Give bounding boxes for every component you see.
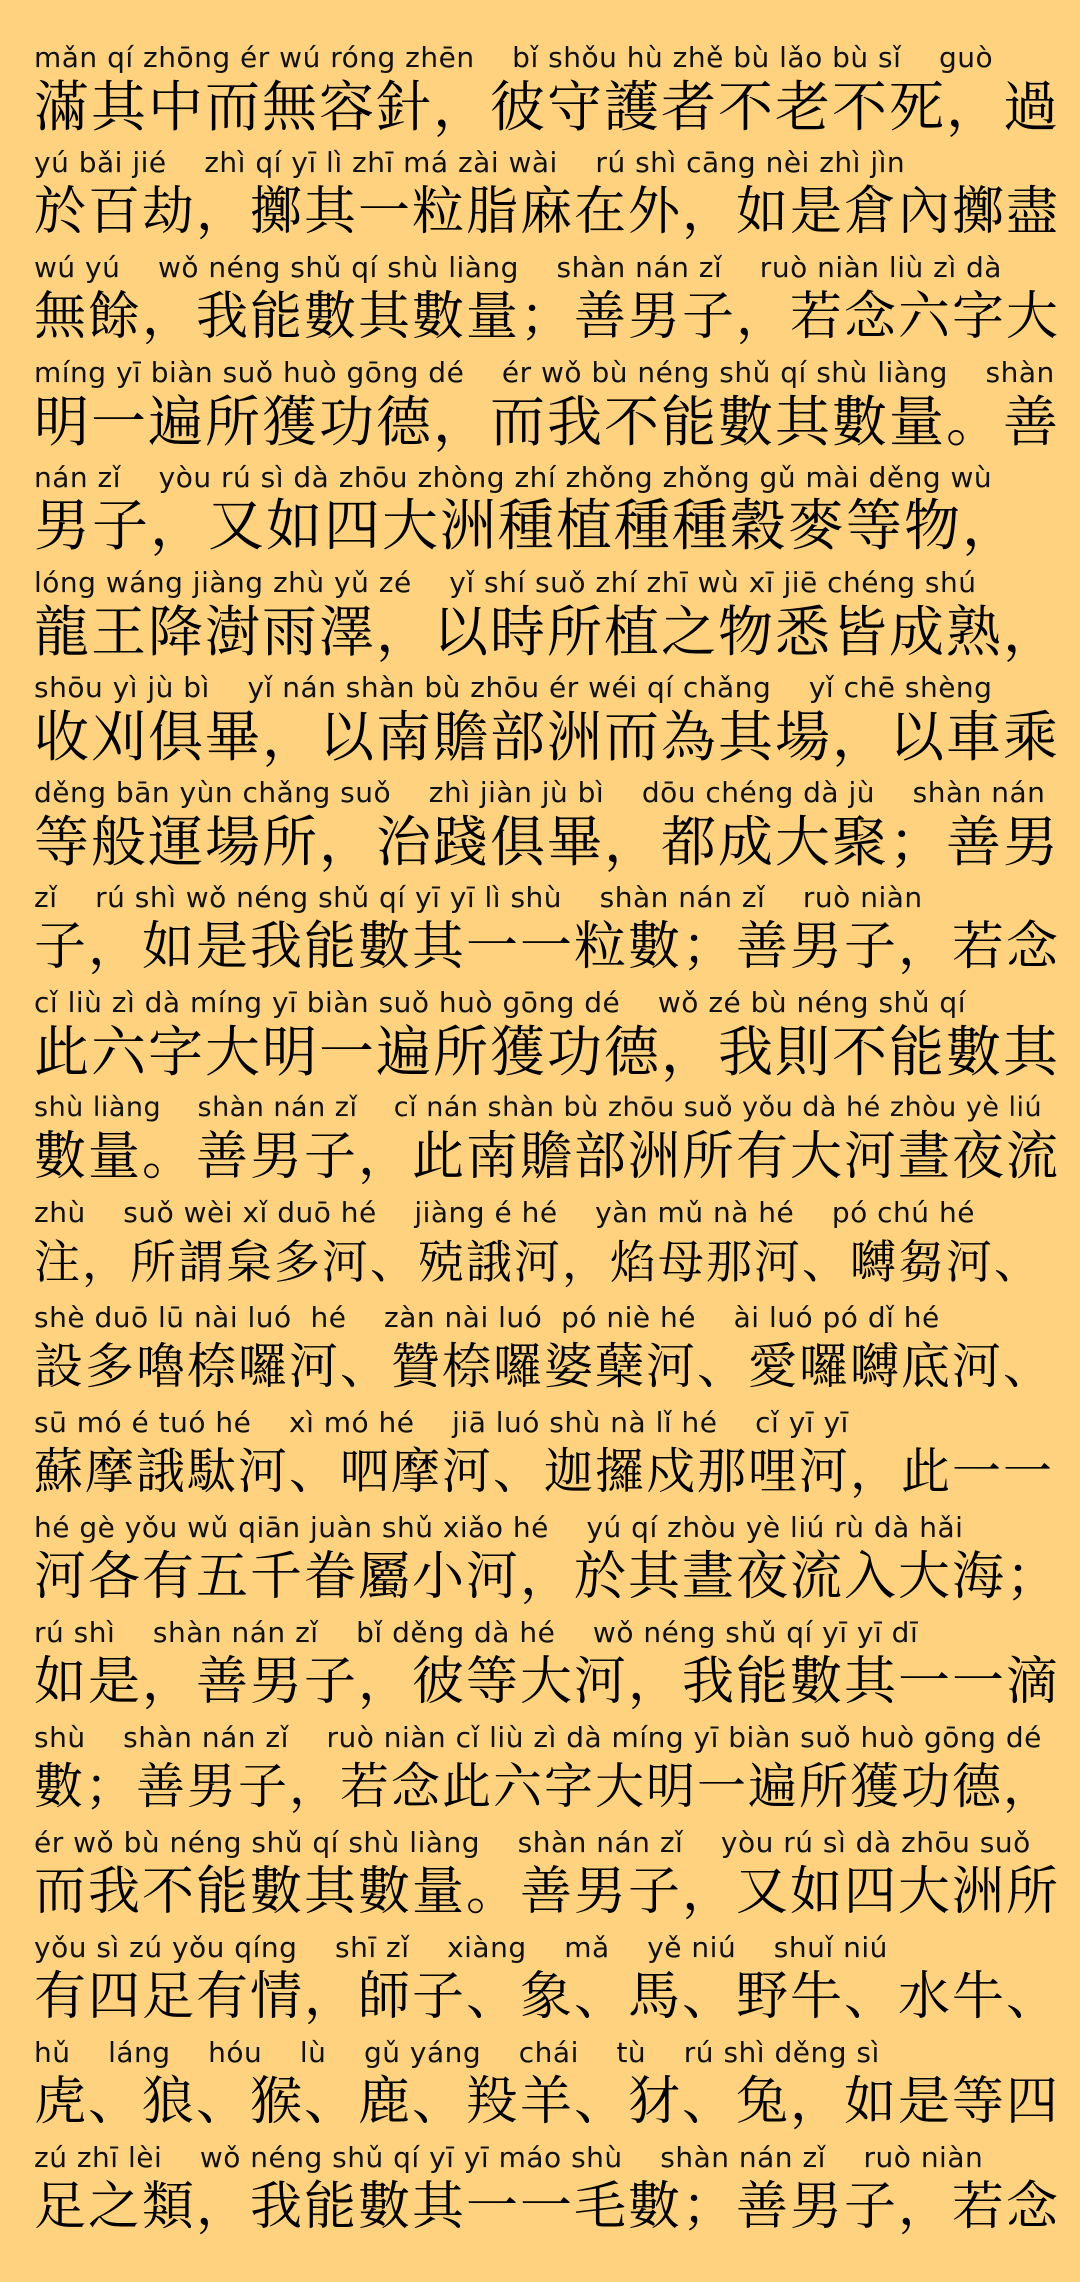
hanzi-row: 設多嚕㮈囉河、贊㮈囉婆蘖河、愛囉嚩底河、	[34, 1338, 1055, 1395]
verse-line-8	[34, 775, 1062, 880]
hanzi-row: 蘇摩誐駄河、呬摩河、迦攞戍那哩河，此一一	[34, 1443, 1055, 1500]
hanzi-row: 而我不能數其數量。善男子，又如四大洲所	[34, 1862, 1061, 1922]
hanzi-row: 等般運場所，治踐俱畢，都成大聚；善男	[34, 810, 1061, 874]
pinyin-row: zǐ rú shì wǒ néng shǔ qí yī yī lì shù shàn nán zǐ ruò niàn	[34, 881, 923, 914]
verse-line-12	[34, 1195, 1062, 1300]
pinyin-row: ér wǒ bù néng shǔ qí shù liàng shàn nán zǐ yòu rú sì dà zhōu suǒ	[34, 1826, 1031, 1859]
verse-line-18	[34, 1825, 1062, 1930]
verse-line-17	[34, 1720, 1062, 1825]
hanzi-row: 明一遍所獲功德，而我不能數其數量。善	[34, 390, 1061, 454]
pinyin-row: zú zhī lèi wǒ néng shǔ qí yī yī máo shù shàn nán zǐ ruò niàn	[34, 2141, 984, 2174]
verse-line-1	[34, 40, 1062, 145]
verse-line-7	[34, 670, 1062, 775]
verse-line-10	[34, 985, 1062, 1090]
pinyin-row: wú yú wǒ néng shǔ qí shù liàng shàn nán zǐ ruò niàn liù zì dà	[34, 251, 1002, 284]
hanzi-row: 龍王降澍雨澤，以時所植之物悉皆成熟，	[34, 600, 1061, 664]
verse-line-14	[34, 1405, 1062, 1510]
verse-line-20	[34, 2035, 1062, 2140]
hanzi-row: 於百劫，擲其一粒脂麻在外，如是倉內擲盡	[34, 182, 1061, 242]
hanzi-row: 此六字大明一遍所獲功德，我則不能數其	[34, 1020, 1061, 1084]
pinyin-row: lóng wáng jiàng zhù yǔ zé yǐ shí suǒ zhí zhī wù xī jiē chéng shú	[34, 566, 977, 599]
hanzi-row: 有四足有情，師子、象、馬、野牛、水牛、	[34, 1967, 1061, 2027]
pinyin-row: sū mó é tuó hé xì mó hé jiā luó shù nà lǐ hé cǐ yī yī	[34, 1406, 849, 1439]
pinyin-row: yǒu sì zú yǒu qíng shī zǐ xiàng mǎ yě niú shuǐ niú	[34, 1931, 888, 1964]
hanzi-row: 如是，善男子，彼等大河，我能數其一一滴	[34, 1652, 1061, 1712]
verse-line-3	[34, 250, 1062, 355]
pinyin-row: zhù suǒ wèi xǐ duō hé jiàng é hé yàn mǔ nà hé pó chú hé	[34, 1196, 975, 1229]
verse-line-2	[34, 145, 1062, 250]
verse-line-9	[34, 880, 1062, 985]
hanzi-row: 數量。善男子，此南贍部洲所有大河晝夜流	[34, 1127, 1061, 1187]
hanzi-row: 河各有五千眷屬小河，於其晝夜流入大海；	[34, 1547, 1061, 1607]
hanzi-row: 虎、狼、猴、鹿、羖羊、犲、兔，如是等四	[34, 2072, 1061, 2132]
hanzi-row: 男子，又如四大洲種植種種穀麥等物，	[34, 494, 1020, 559]
pinyin-row: míng yī biàn suǒ huò gōng dé ér wǒ bù néng shǔ qí shù liàng shàn	[34, 356, 1055, 389]
pinyin-row: yú bǎi jié zhì qí yī lì zhī má zài wài rú shì cāng nèi zhì jìn	[34, 146, 906, 179]
hanzi-row: 足之類，我能數其一一毛數；善男子，若念	[34, 2177, 1061, 2237]
pinyin-row: rú shì shàn nán zǐ bǐ děng dà hé wǒ néng shǔ qí yī yī dī	[34, 1616, 919, 1649]
verse-line-4	[34, 355, 1062, 460]
pinyin-row: nán zǐ yòu rú sì dà zhōu zhòng zhí zhǒng zhǒng gǔ mài děng wù	[34, 461, 993, 494]
verse-line-21	[34, 2140, 1062, 2245]
pinyin-row: cǐ liù zì dà míng yī biàn suǒ huò gōng dé wǒ zé bù néng shǔ qí	[34, 986, 966, 1019]
pinyin-row: hé gè yǒu wǔ qiān juàn shǔ xiǎo hé yú qí zhòu yè liú rù dà hǎi	[34, 1511, 964, 1544]
pinyin-row: shōu yì jù bì yǐ nán shàn bù zhōu ér wéi qí chǎng yǐ chē shèng	[34, 671, 993, 704]
verse-line-15	[34, 1510, 1062, 1615]
hanzi-row: 子，如是我能數其一一粒數；善男子，若念	[34, 917, 1061, 977]
pinyin-row: shè duō lū nài luó hé zàn nài luó pó niè hé ài luó pó dǐ hé	[34, 1301, 940, 1334]
verse-line-5	[34, 460, 1062, 565]
hanzi-row: 數；善男子，若念此六字大明一遍所獲功德，	[34, 1758, 1055, 1815]
pinyin-row: hǔ láng hóu lù gǔ yáng chái tù rú shì děng sì	[34, 2036, 880, 2069]
verse-line-13	[34, 1300, 1062, 1405]
hanzi-row: 注，所謂枲多河、殑誐河，焰母那河、嚩芻河、	[34, 1235, 1042, 1289]
hanzi-row: 無餘，我能數其數量；善男子，若念六字大	[34, 287, 1061, 347]
pinyin-row: shù shàn nán zǐ ruò niàn cǐ liù zì dà míng yī biàn suǒ huò gōng dé	[34, 1721, 1042, 1754]
hanzi-row: 滿其中而無容針，彼守護者不老不死，過	[34, 75, 1061, 139]
pinyin-row: mǎn qí zhōng ér wú róng zhēn bǐ shǒu hù zhě bù lǎo bù sǐ guò	[34, 41, 994, 74]
hanzi-row: 收刈俱畢，以南贍部洲而為其場，以車乘	[34, 705, 1061, 769]
verse-line-6	[34, 565, 1062, 670]
verse-line-19	[34, 1930, 1062, 2035]
verse-line-11	[34, 1090, 1062, 1195]
verse-line-16	[34, 1615, 1062, 1720]
pinyin-row: shù liàng shàn nán zǐ cǐ nán shàn bù zhōu suǒ yǒu dà hé zhòu yè liú	[34, 1092, 1043, 1123]
pinyin-row: děng bān yùn chǎng suǒ zhì jiàn jù bì dōu chéng dà jù shàn nán	[34, 776, 1046, 809]
